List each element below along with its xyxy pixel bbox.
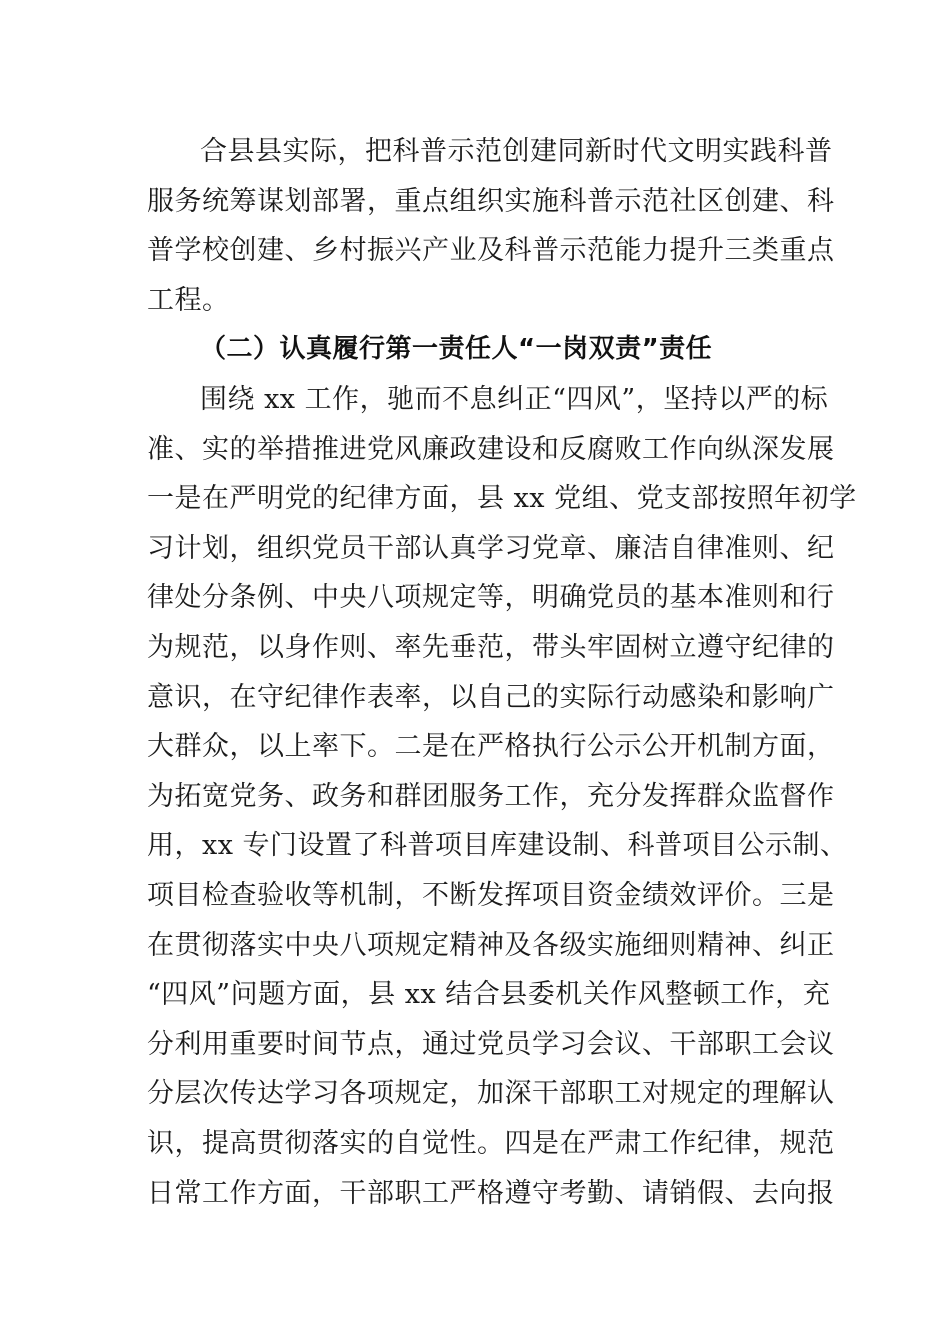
paragraph-line: 准、实的举措推进党风廉政建设和反腐败工作向纵深发展 [147,433,835,465]
paragraph-line: 围绕 xx 工作，驰而不息纠正“四风”，坚持以严的标 [200,384,829,415]
paragraph-line: 律处分条例、中央八项规定等，明确党员的基本准则和行 [147,582,835,614]
paragraph-line: 分层次传达学习各项规定，加深干部职工对规定的理解认 [147,1078,835,1110]
paragraph-line: 日常工作方面，干部职工严格遵守考勤、请销假、去向报 [147,1177,835,1209]
paragraph-line: 项目检查验收等机制，不断发挥项目资金绩效评价。三是 [147,879,835,911]
paragraph-line: 一是在严明党的纪律方面，县 xx 党组、党支部按照年初学 [147,483,857,515]
paragraph-line: 意识，在守纪律作表率，以自己的实际行动感染和影响广 [147,681,835,713]
paragraph-line: 在贯彻落实中央八项规定精神及各级实施细则精神、纠正 [147,929,835,961]
paragraph-line: 为拓宽党务、政务和群团服务工作，充分发挥群众监督作 [147,780,835,812]
paragraph-2 [147,375,857,1218]
paragraph-line: 分利用重要时间节点，通过党员学习会议、干部职工会议 [147,1028,835,1060]
paragraph-line: 习计划，组织党员干部认真学习党章、廉洁自律准则、纪 [147,532,835,564]
paragraph-line: 服务统筹谋划部署，重点组织实施科普示范社区创建、科 [147,185,835,217]
paragraph-line: 识，提高贯彻落实的自觉性。四是在严肃工作纪律，规范 [147,1127,835,1159]
paragraph-line: “四风”问题方面，县 xx 结合县委机关作风整顿工作，充 [147,979,831,1011]
paragraph-line: 合县县实际，把科普示范创建同新时代文明实践科普 [200,136,833,167]
paragraph-line: 用，xx 专门设置了科普项目库建设制、科普项目公示制、 [147,830,848,862]
paragraph-line: 普学校创建、乡村振兴产业及科普示范能力提升三类重点 [147,235,835,267]
paragraph-line: 为规范，以身作则、率先垂范，带头牢固树立遵守纪律的 [147,631,835,663]
paragraph-line: 大群众，以上率下。二是在严格执行公示公开机制方面， [147,731,835,763]
section-heading: （二）认真履行第一责任人“一岗双责”责任 [200,334,713,364]
paragraph-line: 工程。 [147,284,230,316]
paragraph-1 [147,127,835,325]
